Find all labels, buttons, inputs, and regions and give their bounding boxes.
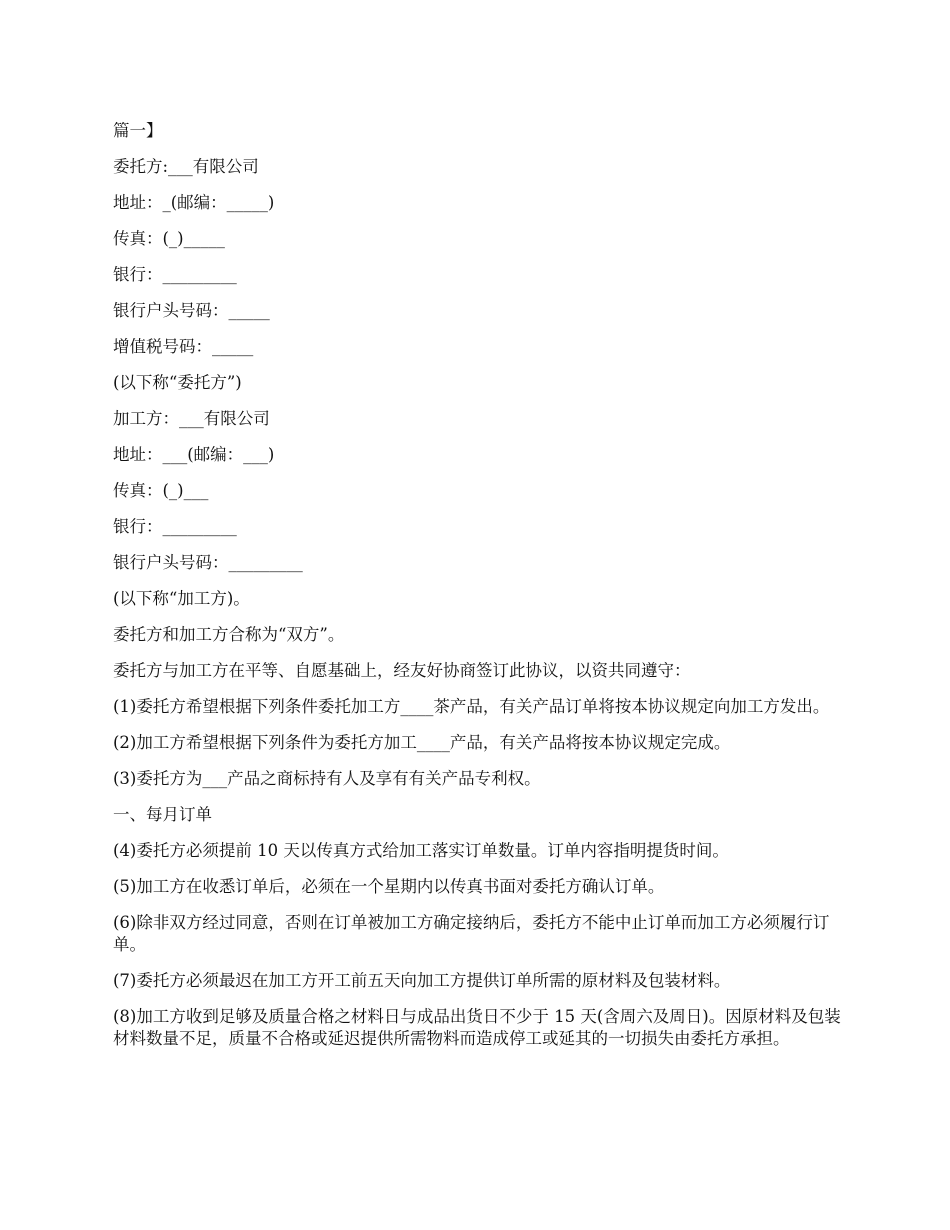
clause-3: (3)委托方为___产品之商标持有人及享有有关产品专利权。 — [113, 769, 541, 788]
processor-bank: 银行：_________ — [113, 517, 237, 536]
client-bank-account: 银行户头号码：_____ — [113, 301, 270, 320]
clause-4: (4)委托方必须提前 10 天以传真方式给加工落实订单数量。订单内容指明提货时间。 — [113, 841, 729, 860]
clause-5: (5)加工方在收悉订单后，必须在一个星期内以传真书面对委托方确认订单。 — [113, 877, 665, 896]
client-vat-number: 增值税号码：_____ — [113, 337, 254, 356]
clause-2: (2)加工方希望根据下列条件为委托方加工____产品，有关产品将按本协议规定完成。 — [113, 733, 731, 752]
parties-definition: 委托方和加工方合称为“双方”。 — [113, 625, 345, 644]
clause-1: (1)委托方希望根据下列条件委托加工方____茶产品，有关产品订单将按本协议规定向加工方发出。 — [113, 697, 830, 716]
processor-bank-account: 银行户头号码：_________ — [113, 553, 303, 572]
processor-fax: 传真：(_)___ — [113, 481, 209, 500]
clause-8: (8)加工方收到足够及质量合格之材料日与成品出货日不少于 15 天(含周六及周日)。因原材料及包装材料数量不足，质量不合格或延迟提供所需物料而造成停工或延其的一切损失由委托方承担。 — [113, 1007, 841, 1048]
processor-alias: (以下称“加工方)。 — [113, 589, 250, 608]
client-party-name: 委托方:___有限公司 — [113, 157, 259, 176]
processor-address: 地址：___(邮编：___) — [113, 445, 275, 464]
client-alias: (以下称“委托方”) — [113, 373, 242, 392]
client-fax: 传真：(_)_____ — [113, 229, 225, 248]
section-monthly-orders: 一、每月订单 — [113, 805, 212, 824]
clause-6: (6)除非双方经过同意，否则在订单被加工方确定接纳后，委托方不能中止订单而加工方必须履行订单。 — [113, 913, 830, 954]
processor-party-name: 加工方：___有限公司 — [113, 409, 270, 428]
preamble: 委托方与加工方在平等、自愿基础上，经友好协商签订此协议，以资共同遵守： — [113, 661, 691, 680]
client-bank: 银行：_________ — [113, 265, 237, 284]
document-page — [113, 120, 843, 1064]
section-heading: 篇一】 — [113, 121, 163, 140]
clause-7: (7)委托方必须最迟在加工方开工前五天向加工方提供订单所需的原材料及包装材料。 — [113, 971, 731, 990]
client-address: 地址：_(邮编：_____) — [113, 193, 275, 212]
